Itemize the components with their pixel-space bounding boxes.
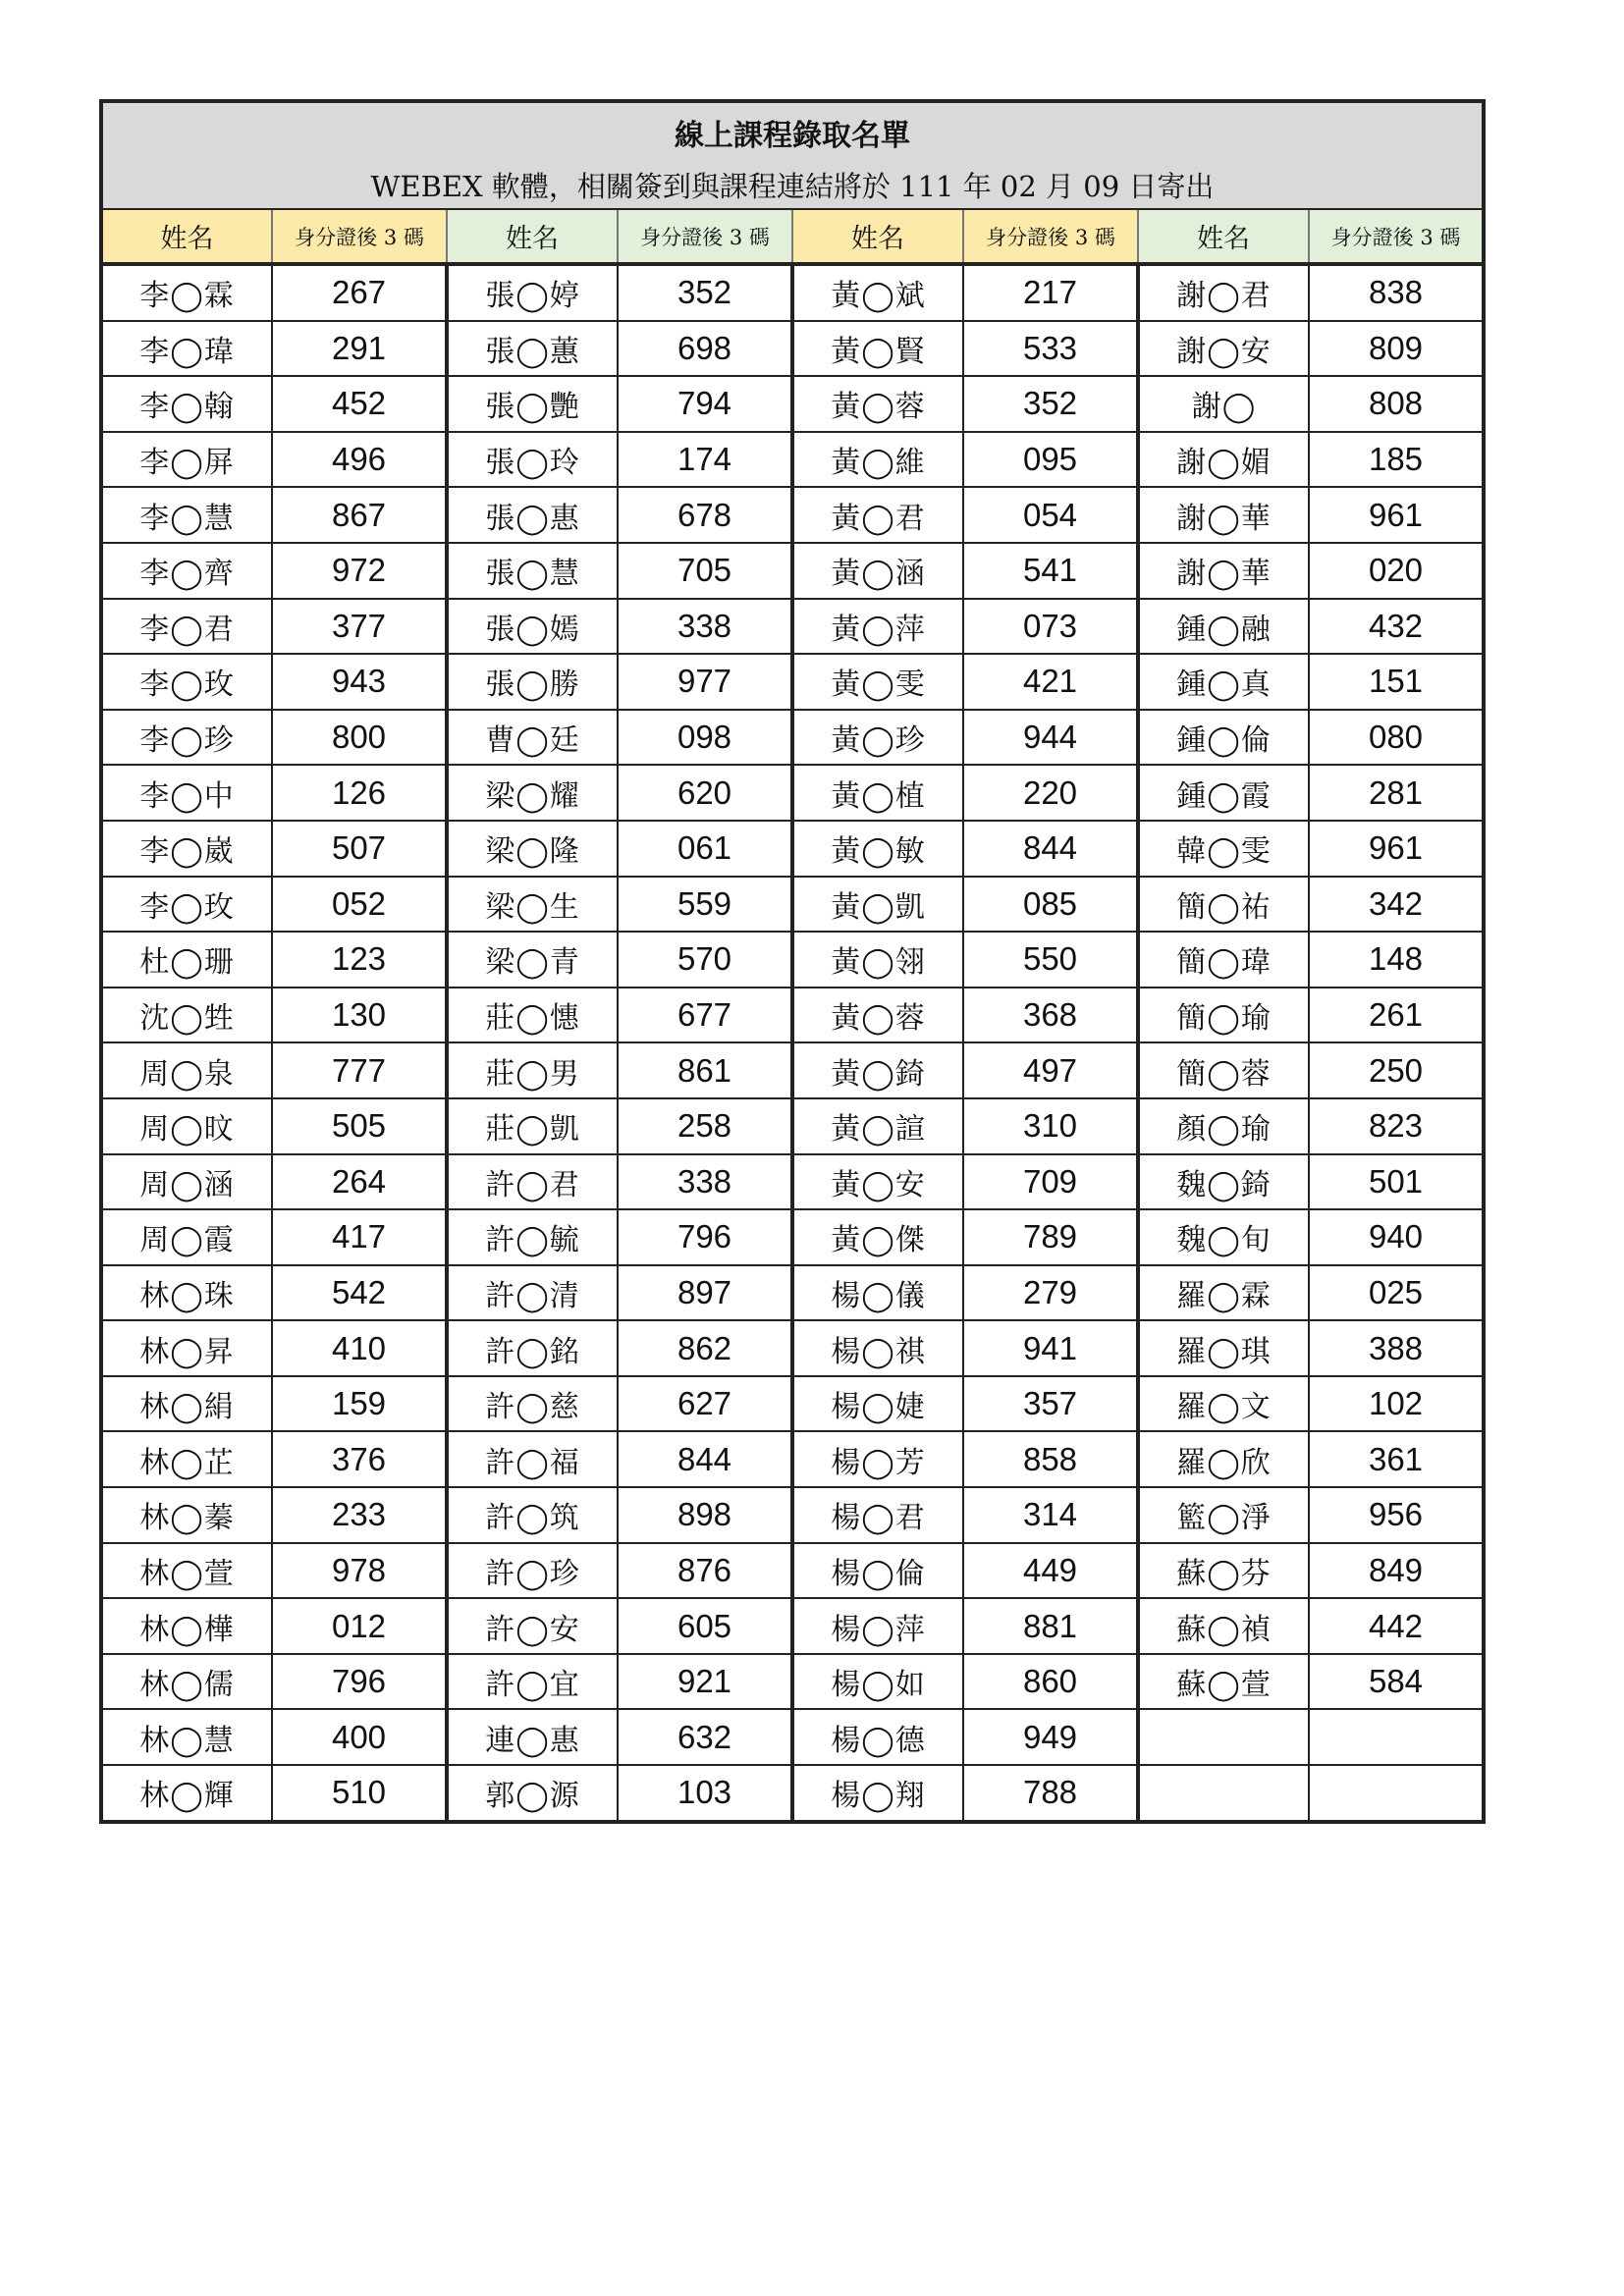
student-name: 林◯蓁	[101, 1487, 272, 1543]
student-name: 林◯芷	[101, 1431, 272, 1487]
student-name: 簡◯瑋	[1138, 932, 1309, 988]
id-last-3-digits: 080	[1309, 710, 1484, 766]
student-name: 楊◯倫	[792, 1543, 963, 1599]
student-name: 林◯絹	[101, 1376, 272, 1432]
student-name: 連◯惠	[447, 1709, 618, 1765]
id-last-3-digits: 709	[963, 1154, 1138, 1210]
student-name: 魏◯錡	[1138, 1154, 1309, 1210]
id-last-3-digits: 342	[1309, 877, 1484, 933]
student-name: 黃◯諠	[792, 1098, 963, 1154]
student-name: 楊◯德	[792, 1709, 963, 1765]
id-last-3-digits: 432	[1309, 599, 1484, 655]
table-row	[101, 487, 1484, 543]
id-last-3-digits: 314	[963, 1487, 1138, 1543]
student-name: 張◯嫣	[447, 599, 618, 655]
student-name: 黃◯君	[792, 487, 963, 543]
student-name: 黃◯蓉	[792, 988, 963, 1043]
student-name: 周◯泉	[101, 1042, 272, 1098]
student-name: 黃◯蓉	[792, 376, 963, 432]
student-name: 李◯屏	[101, 432, 272, 488]
id-last-3-digits: 949	[963, 1709, 1138, 1765]
id-last-3-digits: 823	[1309, 1098, 1484, 1154]
student-name: 李◯中	[101, 765, 272, 821]
admission-list-sheet	[99, 99, 1482, 1824]
student-name: 謝◯華	[1138, 487, 1309, 543]
student-name: 楊◯婕	[792, 1376, 963, 1432]
id-last-3-digits: 279	[963, 1265, 1138, 1321]
table-row	[101, 1098, 1484, 1154]
student-name: 梁◯生	[447, 877, 618, 933]
student-name: 簡◯蓉	[1138, 1042, 1309, 1098]
id-last-3-digits: 417	[272, 1209, 447, 1265]
id-last-3-digits: 777	[272, 1042, 447, 1098]
student-name: 黃◯凱	[792, 877, 963, 933]
student-name: 蘇◯芬	[1138, 1543, 1309, 1599]
id-last-3-digits: 921	[618, 1654, 792, 1710]
student-name: 杜◯珊	[101, 932, 272, 988]
id-last-3-digits	[1309, 1765, 1484, 1822]
id-last-3-digits: 796	[272, 1654, 447, 1710]
student-name: 許◯宜	[447, 1654, 618, 1710]
id-last-3-digits: 961	[1309, 487, 1484, 543]
id-last-3-digits: 507	[272, 821, 447, 877]
student-name: 林◯慧	[101, 1709, 272, 1765]
table-row	[101, 1487, 1484, 1543]
student-name: 黃◯維	[792, 432, 963, 488]
id-last-3-digits: 861	[618, 1042, 792, 1098]
student-name: 李◯玫	[101, 877, 272, 933]
student-name: 顏◯瑜	[1138, 1098, 1309, 1154]
student-name: 梁◯耀	[447, 765, 618, 821]
student-name: 楊◯儀	[792, 1265, 963, 1321]
id-last-3-digits: 858	[963, 1431, 1138, 1487]
id-last-3-digits: 860	[963, 1654, 1138, 1710]
id-last-3-digits: 978	[272, 1543, 447, 1599]
student-name: 楊◯君	[792, 1487, 963, 1543]
id-last-3-digits: 898	[618, 1487, 792, 1543]
admission-table	[99, 99, 1486, 1824]
student-name: 黃◯敏	[792, 821, 963, 877]
id-last-3-digits: 281	[1309, 765, 1484, 821]
student-name: 鍾◯融	[1138, 599, 1309, 655]
student-name: 李◯瑋	[101, 321, 272, 377]
id-last-3-digits: 809	[1309, 321, 1484, 377]
student-name: 謝◯媚	[1138, 432, 1309, 488]
student-name: 謝◯華	[1138, 543, 1309, 599]
student-name: 林◯儒	[101, 1654, 272, 1710]
student-name: 莊◯憓	[447, 988, 618, 1043]
id-last-3-digits: 338	[618, 1154, 792, 1210]
id-last-3-digits: 533	[963, 321, 1138, 377]
table-row	[101, 988, 1484, 1043]
student-name: 李◯慧	[101, 487, 272, 543]
id-last-3-digits: 054	[963, 487, 1138, 543]
student-name: 魏◯旬	[1138, 1209, 1309, 1265]
id-last-3-digits: 452	[272, 376, 447, 432]
id-last-3-digits: 944	[963, 710, 1138, 766]
id-last-3-digits: 421	[963, 654, 1138, 710]
student-name: 楊◯萍	[792, 1598, 963, 1654]
student-name: 楊◯如	[792, 1654, 963, 1710]
id-last-3-digits: 261	[1309, 988, 1484, 1043]
id-last-3-digits: 073	[963, 599, 1138, 655]
student-name: 張◯艷	[447, 376, 618, 432]
id-last-3-digits: 542	[272, 1265, 447, 1321]
column-header-name: 姓名	[101, 209, 272, 264]
id-last-3-digits: 217	[963, 264, 1138, 321]
id-last-3-digits: 972	[272, 543, 447, 599]
student-name: 黃◯錡	[792, 1042, 963, 1098]
table-row	[101, 710, 1484, 766]
table-row	[101, 1154, 1484, 1210]
id-last-3-digits: 789	[963, 1209, 1138, 1265]
student-name: 許◯毓	[447, 1209, 618, 1265]
id-last-3-digits: 148	[1309, 932, 1484, 988]
id-last-3-digits: 098	[618, 710, 792, 766]
id-last-3-digits: 258	[618, 1098, 792, 1154]
student-name: 張◯勝	[447, 654, 618, 710]
student-name: 曹◯廷	[447, 710, 618, 766]
student-name: 楊◯芳	[792, 1431, 963, 1487]
student-name: 李◯翰	[101, 376, 272, 432]
id-last-3-digits: 796	[618, 1209, 792, 1265]
student-name: 簡◯瑜	[1138, 988, 1309, 1043]
id-last-3-digits: 400	[272, 1709, 447, 1765]
document-subtitle: WEBEX 軟體，相關簽到與課程連結將於 111 年 02 月 09 日寄出	[101, 162, 1484, 209]
student-name: 黃◯安	[792, 1154, 963, 1210]
column-header-id: 身分證後 3 碼	[963, 209, 1138, 264]
student-name: 莊◯男	[447, 1042, 618, 1098]
id-last-3-digits: 496	[272, 432, 447, 488]
column-header-row	[101, 209, 1484, 264]
column-header-id: 身分證後 3 碼	[1309, 209, 1484, 264]
student-name: 黃◯斌	[792, 264, 963, 321]
student-name: 李◯崴	[101, 821, 272, 877]
id-last-3-digits: 233	[272, 1487, 447, 1543]
id-last-3-digits: 844	[963, 821, 1138, 877]
student-name: 蘇◯萱	[1138, 1654, 1309, 1710]
table-row	[101, 1598, 1484, 1654]
student-name: 沈◯甡	[101, 988, 272, 1043]
id-last-3-digits: 020	[1309, 543, 1484, 599]
id-last-3-digits: 550	[963, 932, 1138, 988]
id-last-3-digits: 103	[618, 1765, 792, 1822]
id-last-3-digits: 940	[1309, 1209, 1484, 1265]
student-name: 許◯福	[447, 1431, 618, 1487]
id-last-3-digits: 497	[963, 1042, 1138, 1098]
id-last-3-digits: 185	[1309, 432, 1484, 488]
id-last-3-digits: 977	[618, 654, 792, 710]
column-header-name: 姓名	[447, 209, 618, 264]
id-last-3-digits: 501	[1309, 1154, 1484, 1210]
student-name: 楊◯翔	[792, 1765, 963, 1822]
student-name: 李◯君	[101, 599, 272, 655]
table-row	[101, 877, 1484, 933]
student-name: 林◯昇	[101, 1320, 272, 1376]
id-last-3-digits: 291	[272, 321, 447, 377]
student-name: 許◯筑	[447, 1487, 618, 1543]
student-name: 張◯慧	[447, 543, 618, 599]
id-last-3-digits: 061	[618, 821, 792, 877]
student-name: 許◯銘	[447, 1320, 618, 1376]
id-last-3-digits: 410	[272, 1320, 447, 1376]
column-header-name: 姓名	[1138, 209, 1309, 264]
id-last-3-digits: 620	[618, 765, 792, 821]
student-name: 張◯玲	[447, 432, 618, 488]
table-row	[101, 264, 1484, 321]
table-row	[101, 1765, 1484, 1822]
id-last-3-digits: 338	[618, 599, 792, 655]
id-last-3-digits: 510	[272, 1765, 447, 1822]
student-name: 韓◯雯	[1138, 821, 1309, 877]
table-row	[101, 1042, 1484, 1098]
student-name: 林◯萱	[101, 1543, 272, 1599]
student-name: 鍾◯真	[1138, 654, 1309, 710]
student-name: 周◯涵	[101, 1154, 272, 1210]
id-last-3-digits: 867	[272, 487, 447, 543]
table-body	[101, 264, 1484, 1822]
id-last-3-digits: 570	[618, 932, 792, 988]
student-name: 謝◯安	[1138, 321, 1309, 377]
id-last-3-digits: 794	[618, 376, 792, 432]
id-last-3-digits: 897	[618, 1265, 792, 1321]
student-name: 李◯玫	[101, 654, 272, 710]
id-last-3-digits: 267	[272, 264, 447, 321]
id-last-3-digits: 310	[963, 1098, 1138, 1154]
id-last-3-digits: 368	[963, 988, 1138, 1043]
id-last-3-digits: 838	[1309, 264, 1484, 321]
student-name: 黃◯傑	[792, 1209, 963, 1265]
id-last-3-digits: 159	[272, 1376, 447, 1432]
student-name: 黃◯萍	[792, 599, 963, 655]
table-row	[101, 432, 1484, 488]
table-row	[101, 932, 1484, 988]
table-row	[101, 543, 1484, 599]
id-last-3-digits: 705	[618, 543, 792, 599]
id-last-3-digits: 357	[963, 1376, 1138, 1432]
id-last-3-digits: 220	[963, 765, 1138, 821]
student-name: 李◯齊	[101, 543, 272, 599]
id-last-3-digits: 012	[272, 1598, 447, 1654]
id-last-3-digits: 881	[963, 1598, 1138, 1654]
student-name: 周◯霞	[101, 1209, 272, 1265]
table-row	[101, 1543, 1484, 1599]
id-last-3-digits: 025	[1309, 1265, 1484, 1321]
student-name: 黃◯賢	[792, 321, 963, 377]
id-last-3-digits: 376	[272, 1431, 447, 1487]
student-name: 羅◯琪	[1138, 1320, 1309, 1376]
student-name: 楊◯祺	[792, 1320, 963, 1376]
id-last-3-digits: 844	[618, 1431, 792, 1487]
id-last-3-digits: 605	[618, 1598, 792, 1654]
student-name: 許◯安	[447, 1598, 618, 1654]
id-last-3-digits: 788	[963, 1765, 1138, 1822]
student-name: 黃◯翎	[792, 932, 963, 988]
student-name: 黃◯珍	[792, 710, 963, 766]
id-last-3-digits: 102	[1309, 1376, 1484, 1432]
id-last-3-digits: 862	[618, 1320, 792, 1376]
id-last-3-digits: 123	[272, 932, 447, 988]
id-last-3-digits: 449	[963, 1543, 1138, 1599]
column-header-name: 姓名	[792, 209, 963, 264]
id-last-3-digits: 250	[1309, 1042, 1484, 1098]
id-last-3-digits: 698	[618, 321, 792, 377]
student-name: 許◯慈	[447, 1376, 618, 1432]
student-name: 羅◯欣	[1138, 1431, 1309, 1487]
column-header-id: 身分證後 3 碼	[618, 209, 792, 264]
table-row	[101, 321, 1484, 377]
table-row	[101, 1709, 1484, 1765]
id-last-3-digits: 130	[272, 988, 447, 1043]
table-row	[101, 765, 1484, 821]
id-last-3-digits: 505	[272, 1098, 447, 1154]
id-last-3-digits: 808	[1309, 376, 1484, 432]
student-name: 許◯君	[447, 1154, 618, 1210]
id-last-3-digits: 956	[1309, 1487, 1484, 1543]
id-last-3-digits: 584	[1309, 1654, 1484, 1710]
student-name: 林◯輝	[101, 1765, 272, 1822]
id-last-3-digits: 961	[1309, 821, 1484, 877]
student-name: 梁◯青	[447, 932, 618, 988]
id-last-3-digits: 126	[272, 765, 447, 821]
id-last-3-digits: 052	[272, 877, 447, 933]
student-name: 郭◯源	[447, 1765, 618, 1822]
student-name: 籃◯淨	[1138, 1487, 1309, 1543]
table-row	[101, 1320, 1484, 1376]
id-last-3-digits: 352	[618, 264, 792, 321]
table-row	[101, 1431, 1484, 1487]
id-last-3-digits: 352	[963, 376, 1138, 432]
id-last-3-digits: 627	[618, 1376, 792, 1432]
id-last-3-digits: 442	[1309, 1598, 1484, 1654]
id-last-3-digits: 943	[272, 654, 447, 710]
student-name: 莊◯凱	[447, 1098, 618, 1154]
table-row	[101, 1265, 1484, 1321]
student-name: 林◯珠	[101, 1265, 272, 1321]
student-name: 許◯清	[447, 1265, 618, 1321]
id-last-3-digits: 849	[1309, 1543, 1484, 1599]
table-row	[101, 821, 1484, 877]
table-row	[101, 1376, 1484, 1432]
student-name: 羅◯文	[1138, 1376, 1309, 1432]
student-name: 謝◯君	[1138, 264, 1309, 321]
id-last-3-digits: 541	[963, 543, 1138, 599]
table-row	[101, 376, 1484, 432]
id-last-3-digits: 264	[272, 1154, 447, 1210]
student-name: 李◯霖	[101, 264, 272, 321]
student-name: 鍾◯倫	[1138, 710, 1309, 766]
document-title: 線上課程錄取名單	[101, 101, 1484, 162]
id-last-3-digits: 085	[963, 877, 1138, 933]
id-last-3-digits: 095	[963, 432, 1138, 488]
student-name: 黃◯植	[792, 765, 963, 821]
student-name: 張◯婷	[447, 264, 618, 321]
id-last-3-digits: 151	[1309, 654, 1484, 710]
student-name: 黃◯雯	[792, 654, 963, 710]
id-last-3-digits: 632	[618, 1709, 792, 1765]
id-last-3-digits: 678	[618, 487, 792, 543]
id-last-3-digits: 559	[618, 877, 792, 933]
id-last-3-digits: 388	[1309, 1320, 1484, 1376]
student-name: 林◯樺	[101, 1598, 272, 1654]
id-last-3-digits: 677	[618, 988, 792, 1043]
id-last-3-digits: 876	[618, 1543, 792, 1599]
student-name: 張◯蕙	[447, 321, 618, 377]
table-row	[101, 1209, 1484, 1265]
student-name: 鍾◯霞	[1138, 765, 1309, 821]
student-name: 許◯珍	[447, 1543, 618, 1599]
student-name: 梁◯隆	[447, 821, 618, 877]
id-last-3-digits: 941	[963, 1320, 1138, 1376]
student-name: 羅◯霖	[1138, 1265, 1309, 1321]
student-name: 簡◯祐	[1138, 877, 1309, 933]
table-row	[101, 599, 1484, 655]
id-last-3-digits: 361	[1309, 1431, 1484, 1487]
table-row	[101, 654, 1484, 710]
student-name: 黃◯涵	[792, 543, 963, 599]
id-last-3-digits: 377	[272, 599, 447, 655]
student-name: 謝◯	[1138, 376, 1309, 432]
table-row	[101, 1654, 1484, 1710]
student-name	[1138, 1709, 1309, 1765]
student-name: 李◯珍	[101, 710, 272, 766]
student-name: 周◯旼	[101, 1098, 272, 1154]
student-name: 張◯惠	[447, 487, 618, 543]
column-header-id: 身分證後 3 碼	[272, 209, 447, 264]
student-name	[1138, 1765, 1309, 1822]
id-last-3-digits: 174	[618, 432, 792, 488]
student-name: 蘇◯禎	[1138, 1598, 1309, 1654]
id-last-3-digits: 800	[272, 710, 447, 766]
id-last-3-digits	[1309, 1709, 1484, 1765]
